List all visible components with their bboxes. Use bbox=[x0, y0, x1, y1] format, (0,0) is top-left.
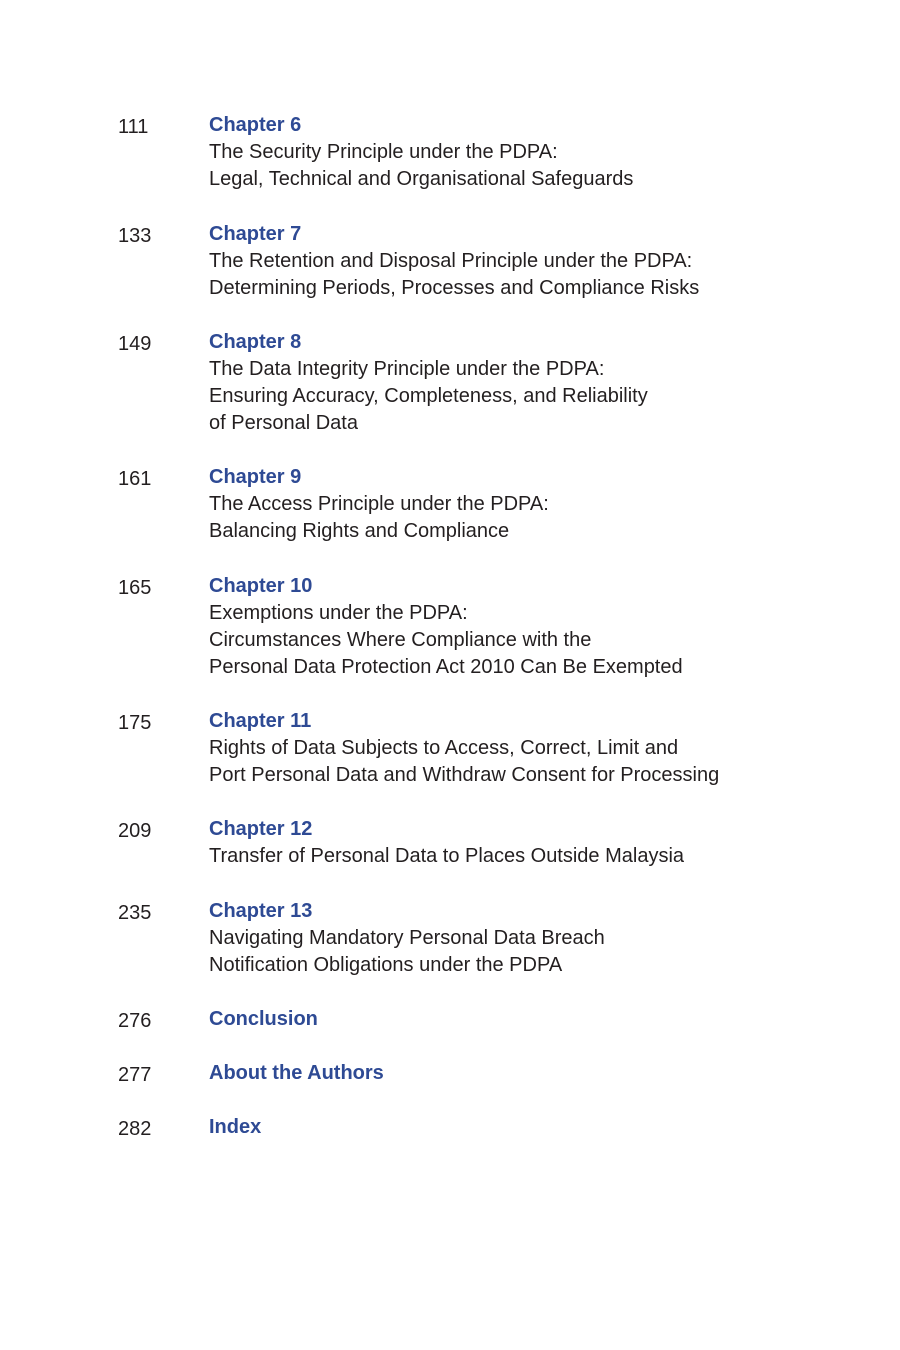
entry-body bbox=[209, 1060, 849, 1087]
entry-body bbox=[209, 898, 849, 979]
page-number: 133 bbox=[118, 225, 152, 247]
entry-body bbox=[209, 573, 849, 681]
page-number: 111 bbox=[118, 116, 149, 138]
page-number: 235 bbox=[118, 902, 152, 924]
page-number: 149 bbox=[118, 333, 152, 355]
chapter-subtitle-line: Notification Obligations under the PDPA bbox=[209, 954, 563, 976]
page-number: 161 bbox=[118, 468, 152, 490]
chapter-title[interactable]: Chapter 13 bbox=[209, 900, 313, 922]
chapter-title[interactable]: Chapter 8 bbox=[209, 331, 302, 353]
page-number: 175 bbox=[118, 712, 152, 734]
chapter-title[interactable]: Chapter 12 bbox=[209, 818, 313, 840]
entry-body bbox=[209, 112, 849, 193]
chapter-title[interactable]: Chapter 9 bbox=[209, 466, 302, 488]
chapter-subtitle-line: Navigating Mandatory Personal Data Breach bbox=[209, 927, 605, 949]
chapter-title[interactable]: Chapter 11 bbox=[209, 710, 312, 732]
chapter-subtitle-line: Circumstances Where Compliance with the bbox=[209, 629, 592, 651]
chapter-subtitle-line: Balancing Rights and Compliance bbox=[209, 520, 510, 542]
chapter-subtitle-line: The Security Principle under the PDPA: bbox=[209, 141, 558, 163]
entry-body bbox=[209, 708, 849, 789]
entry-body bbox=[209, 329, 849, 437]
chapter-title[interactable]: Chapter 10 bbox=[209, 575, 313, 597]
chapter-subtitle-line: The Data Integrity Principle under the PDPA: bbox=[209, 358, 605, 380]
chapter-subtitle-line: Rights of Data Subjects to Access, Correct, Limit and bbox=[209, 737, 679, 759]
chapter-title[interactable]: Chapter 6 bbox=[209, 114, 302, 136]
chapter-subtitle-line: of Personal Data bbox=[209, 412, 358, 434]
page-number: 276 bbox=[118, 1010, 152, 1032]
entry-body bbox=[209, 816, 849, 870]
section-title[interactable]: Conclusion bbox=[209, 1008, 318, 1030]
page-number: 209 bbox=[118, 820, 152, 842]
chapter-subtitle-line: The Retention and Disposal Principle under the PDPA: bbox=[209, 250, 693, 272]
chapter-subtitle-line: The Access Principle under the PDPA: bbox=[209, 493, 549, 515]
section-title[interactable]: About the Authors bbox=[209, 1062, 384, 1084]
entry-body bbox=[209, 1006, 849, 1033]
page-number: 277 bbox=[118, 1064, 152, 1086]
entry-body bbox=[209, 1114, 849, 1141]
chapter-subtitle-line: Port Personal Data and Withdraw Consent for Processing bbox=[209, 764, 720, 786]
chapter-subtitle-line: Legal, Technical and Organisational Safeguards bbox=[209, 168, 634, 190]
chapter-subtitle-line: Transfer of Personal Data to Places Outside Malaysia bbox=[209, 845, 685, 867]
entry-body bbox=[209, 221, 849, 302]
chapter-title[interactable]: Chapter 7 bbox=[209, 223, 302, 245]
entry-body bbox=[209, 464, 849, 545]
chapter-subtitle-line: Ensuring Accuracy, Completeness, and Reliability bbox=[209, 385, 648, 407]
page-number: 282 bbox=[118, 1118, 152, 1140]
chapter-subtitle-line: Personal Data Protection Act 2010 Can Be Exempted bbox=[209, 656, 683, 678]
chapter-subtitle-line: Determining Periods, Processes and Compliance Risks bbox=[209, 277, 700, 299]
chapter-subtitle-line: Exemptions under the PDPA: bbox=[209, 602, 468, 624]
section-title[interactable]: Index bbox=[209, 1116, 262, 1138]
page-number: 165 bbox=[118, 577, 152, 599]
